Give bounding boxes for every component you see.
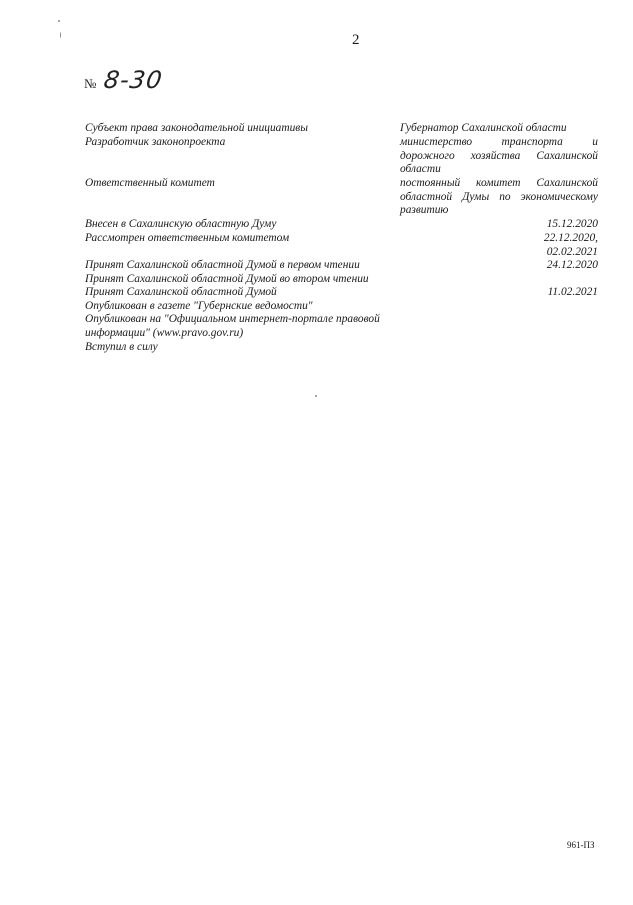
number-sign: № (84, 76, 97, 91)
committee-value: постоянный комитет Сахалинской областной Думы по экономическому развитию (400, 177, 598, 217)
committee-label: Ответственный комитет (85, 177, 215, 189)
second-reading-label: Принят Сахалинской областной Думой во втором чтении (85, 273, 369, 285)
developer-value: министерство транспорта и дорожного хозяйства Сахалинской области (400, 136, 598, 176)
submitted-label: Внесен в Сахалинскую областную Думу (85, 218, 277, 230)
reviewed-date-1: 22.12.2020, (543, 232, 598, 244)
developer-label: Разработчик законопроекта (85, 136, 226, 148)
published-gazette-label: Опубликован в газете "Губернские ведомости" (85, 300, 313, 312)
adopted-label: Принят Сахалинской областной Думой (85, 286, 277, 298)
reviewed-dates (544, 232, 598, 259)
subject-label: Субъект права законодательной инициативы (85, 122, 308, 134)
reviewed-date-2: 02.02.2021 (546, 245, 598, 258)
footer-code: 961-ПЗ (567, 840, 595, 850)
subject-value: Губернатор Сахалинской области (400, 122, 567, 134)
effective-label: Вступил в силу (85, 341, 158, 353)
first-reading-date: 24.12.2020 (546, 259, 598, 271)
scan-speck (58, 20, 60, 22)
handwritten-number: 8-30 (102, 66, 165, 94)
reviewed-label: Рассмотрен ответственным комитетом (85, 232, 290, 244)
document-number (84, 66, 163, 94)
published-portal-label: Опубликован на "Официальном интернет-портале правовой информации" (www.pravo.gov.ru) (85, 313, 380, 339)
first-reading-label: Принят Сахалинской областной Думой в первом чтении (85, 259, 360, 271)
adopted-date: 11.02.2021 (547, 286, 598, 298)
scan-speck (60, 32, 61, 38)
scan-speck (315, 395, 317, 397)
submitted-date: 15.12.2020 (546, 218, 598, 230)
page-number: 2 (352, 32, 360, 48)
